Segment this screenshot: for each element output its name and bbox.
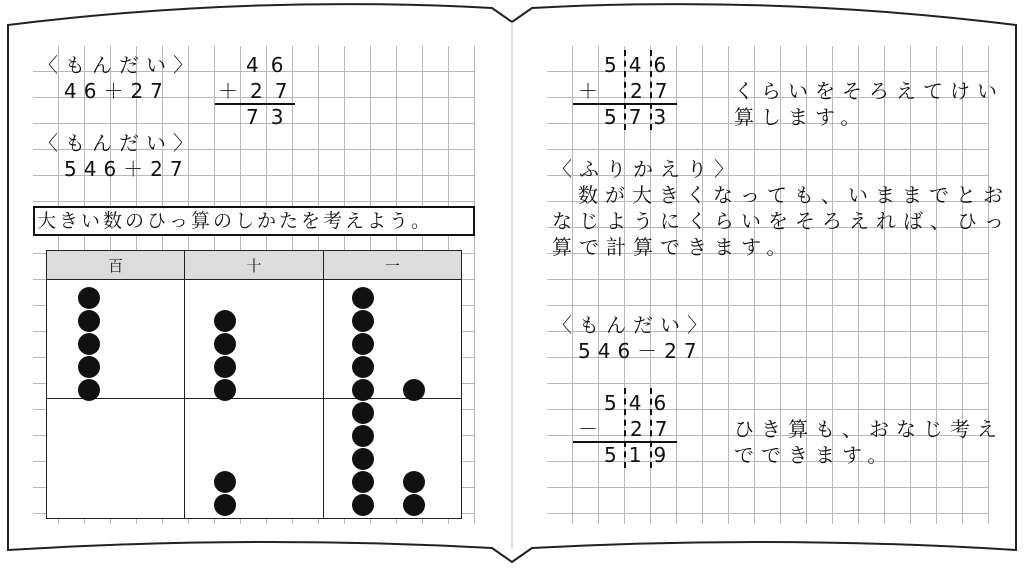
vertical1-row2: ＋27: [218, 79, 300, 103]
note-sub-line2: でできます。: [734, 443, 895, 467]
counter-dot: [78, 287, 100, 309]
counter-dot: [352, 448, 374, 470]
header-ones: 一: [323, 251, 461, 280]
counter-dot: [78, 333, 100, 355]
counter-dot: [214, 494, 236, 516]
counter-dot: [352, 471, 374, 493]
counter-dot: [352, 310, 374, 332]
vertical-sub-answer: 519: [604, 443, 679, 467]
vertical1-row1: 46: [246, 53, 296, 77]
counter-dot: [78, 379, 100, 401]
note-add-line2: 算します。: [734, 105, 868, 129]
header-tens: 十: [185, 251, 323, 280]
counter-dot: [78, 356, 100, 378]
cell-r1-tens: [185, 280, 323, 399]
left-notebook-page: [33, 46, 475, 524]
topic-title: 大きい数のひっ算のしかたを考えよう。: [37, 210, 434, 232]
problem2-expression: 546＋27: [64, 157, 190, 181]
counter-dot: [214, 356, 236, 378]
place-divider-line: [650, 50, 652, 130]
problem1-expression: 46＋27: [64, 79, 170, 103]
problem3-heading: 〈もんだい〉: [552, 313, 714, 337]
counter-dot: [352, 402, 374, 424]
reflection-line3: 算で計算できます。: [552, 235, 794, 259]
place-divider-line: [624, 388, 626, 468]
note-add-line1: くらいをそろえてけい: [734, 79, 1004, 103]
vertical-add-operator: ＋: [578, 79, 605, 103]
counter-dot: [214, 471, 236, 493]
cell-r2-ones: [323, 399, 461, 519]
counter-dot: [352, 333, 374, 355]
counter-dot: [403, 379, 425, 401]
cell-r2-tens: [185, 399, 323, 519]
counter-dot: [214, 379, 236, 401]
reflection-line1: 数が大きくなっても、いままでとお: [578, 183, 1010, 207]
vertical-sub-row1: 546: [604, 391, 679, 415]
counter-dot: [214, 333, 236, 355]
problem2-heading: 〈もんだい〉: [38, 131, 200, 155]
vertical-sub-row2: 27: [630, 417, 680, 441]
topic-title-box: [33, 206, 475, 236]
right-notebook-page: [547, 46, 1011, 524]
counter-dot: [352, 494, 374, 516]
counter-dot: [403, 494, 425, 516]
vertical-sub-operator: －: [578, 417, 605, 441]
cell-r1-ones: [323, 280, 461, 399]
counter-dot: [78, 310, 100, 332]
vertical-add-row2: 27: [630, 79, 680, 103]
vertical1-answer: 73: [246, 105, 296, 129]
cell-r2-hundreds: [47, 399, 185, 519]
vertical-add-answer: 573: [604, 105, 679, 129]
problem1-heading: 〈もんだい〉: [38, 53, 200, 77]
vertical-add-row1: 546: [604, 53, 679, 77]
counter-dot: [352, 379, 374, 401]
place-value-table: [46, 250, 462, 519]
counter-dot: [214, 310, 236, 332]
place-divider-line: [650, 388, 652, 468]
counter-dot: [352, 356, 374, 378]
cell-r1-hundreds: [47, 280, 185, 399]
reflection-line2: なじようにくらいをそろえれば、ひっ: [552, 209, 1011, 233]
problem3-expression: 546－27: [578, 339, 704, 363]
counter-dot: [352, 425, 374, 447]
header-hundreds: 百: [47, 251, 185, 280]
counter-dot: [403, 471, 425, 493]
reflection-heading: 〈ふりかえり〉: [552, 157, 741, 181]
note-sub-line1: ひき算も、おなじ考え: [734, 417, 1004, 441]
counter-dot: [352, 287, 374, 309]
place-divider-line: [624, 50, 626, 130]
